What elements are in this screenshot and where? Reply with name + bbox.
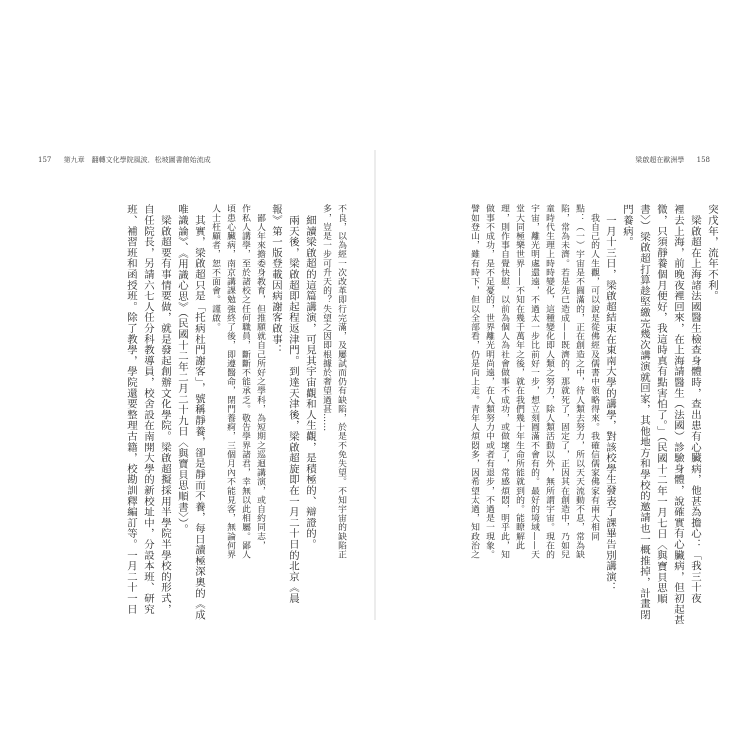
left-page-body [42,204,348,620]
page-fold [374,150,376,620]
right-running-title: 梁啟超在歐洲學 [635,156,685,164]
text-line: 細讀梁啟超的這篇講演，可見其宇宙觀和人生觀，是積極的、辯證的。 [304,204,316,550]
quote-line: 作私人講學，至於諸校之任何職員，斷斷不能承乏。敬告學界諸君，幸無以此相屬。鄙人 [240,204,250,559]
quote-line: 人士枉顧者，恕不面會。謹啟。 [210,204,220,332]
text-line: 梁啟超要有事情要做，就是發起創辦文化學院。梁啟超擬採用半學院半學校的形式， [159,204,171,615]
text-line: 書〉）梁啟超打算趁堅繳完幾次講演就回家，其他地方和學校的邀請也一概推掉，計畫閉 [638,204,650,620]
quote-line: 陷，常為未濟。若是先已造成——既濟的，那就死了，固定了，正因其在創造中，乃如兒 [559,204,569,559]
right-page-body [402,204,720,626]
text-line: 其實，梁啟超只是「托病杜門謝客」，號稱靜養，卻是靜而不養，每日讀極深奧的《成 [193,204,205,620]
quote-line: 不良，以為經一次改革即行完滿，及屢試而仍有缺陷，於是不免失望。不知宇宙的缺陷正 [336,204,346,559]
quote-line: 我自己的人生觀，可以說是從佛經及儒書中領略得來。我確信儒家佛家有兩大相同 [589,204,599,541]
left-page [42,204,348,620]
quote-line: 童時代生理上時時變化，這種變化即人類之努力，除人類活動以外，無所謂宇宙。現在的 [544,204,554,559]
text-line: 自任院長，另請六七人任分科教導員，校舍設在南開大學的新校址中，分設本班、研究 [142,204,154,615]
text-line: 梁啟超在上海諸法國醫生檢查身體時，查出患有心臟病，他甚為擔心：「我三十夜 [689,204,701,604]
text-line: 突戊年，流年不利。 [706,204,718,302]
quote-line: 多，豈是一步可升天的？失望之因即根據於奢望過甚…… [321,204,331,432]
left-running-title: 第九章 翻轉文化學院風波．松坡圖書館始流成 [63,156,211,164]
text-line: 微，只須靜養個月便好，我這時真有點害怕了。」（民國十二年一月七日〈與寶貝思順 [655,204,667,604]
text-line: 報》第一版登載因病謝客啟事： [270,204,282,356]
right-page [402,204,720,626]
quote-line: 頃患心臟病，南京講課勉強終了後，即遵醫命，閉門養痾，三個月內不能見客，無論何界 [225,204,235,559]
text-line: 門養病。 [621,204,633,248]
left-page-header [38,156,211,164]
text-line: 唯識論》、《用識心思》（民國十二年二月二十九日〈與寶貝思順書〉）。 [176,204,188,535]
text-line: 兩天後，梁啟超即起程返津門。到達天津後，梁啟超旋即在一月二十日的北京《晨 [287,204,299,604]
left-page-number: 157 [38,156,52,164]
quote-line: 點：（一）宇宙是不圓滿的，正在創造之中，待人類去努力，所以天天流動不息，常為缺 [574,204,584,559]
quote-line: 理，則作事自覺快慰，以前為個人為社會做事不成功，或做壞了，常感煩悶，明乎此，知 [499,204,509,559]
text-line: 班、補習班和函授班。除了教學，學院還要整理古籍，校勘訓釋編訂等。一月二十一日 [125,204,137,615]
quote-line: 譬如登山，雖有時下，但以全部看，仍是向上走。青年人煩悶多，因希望太過，知政治之 [469,204,479,559]
right-page-number: 158 [696,156,710,164]
right-page-header [635,156,710,164]
text-line: 一月十三日，梁啟超結束在東南大學的講學，對該校學生發表了課畢告別講演： [604,204,616,593]
quote-line: 宇宙，離光明處還遠，不過太一步比前好一步，想立刻圓滿不會有的。最好的境域——天 [529,204,539,559]
quote-line: 鄙人年來擔委身教育，但推願就自己所好之學科，為短期之巡迴講演，或自約同志， [255,204,265,550]
text-line: 裡去上海，前晚夜裡回來，在上海請醫生（法國）診驗身體，說確實有心臟病，但初起甚 [672,204,684,626]
quote-line: 做事不成功，是不足憂的，世界離光明尚遠，在人類努力中或者有退步，不過是一現象。 [484,204,494,559]
quote-line: 堂大同極樂世界——不知在幾千萬年之後，就在我們幾十年生命所能就到的。能瞭解此 [514,204,524,550]
